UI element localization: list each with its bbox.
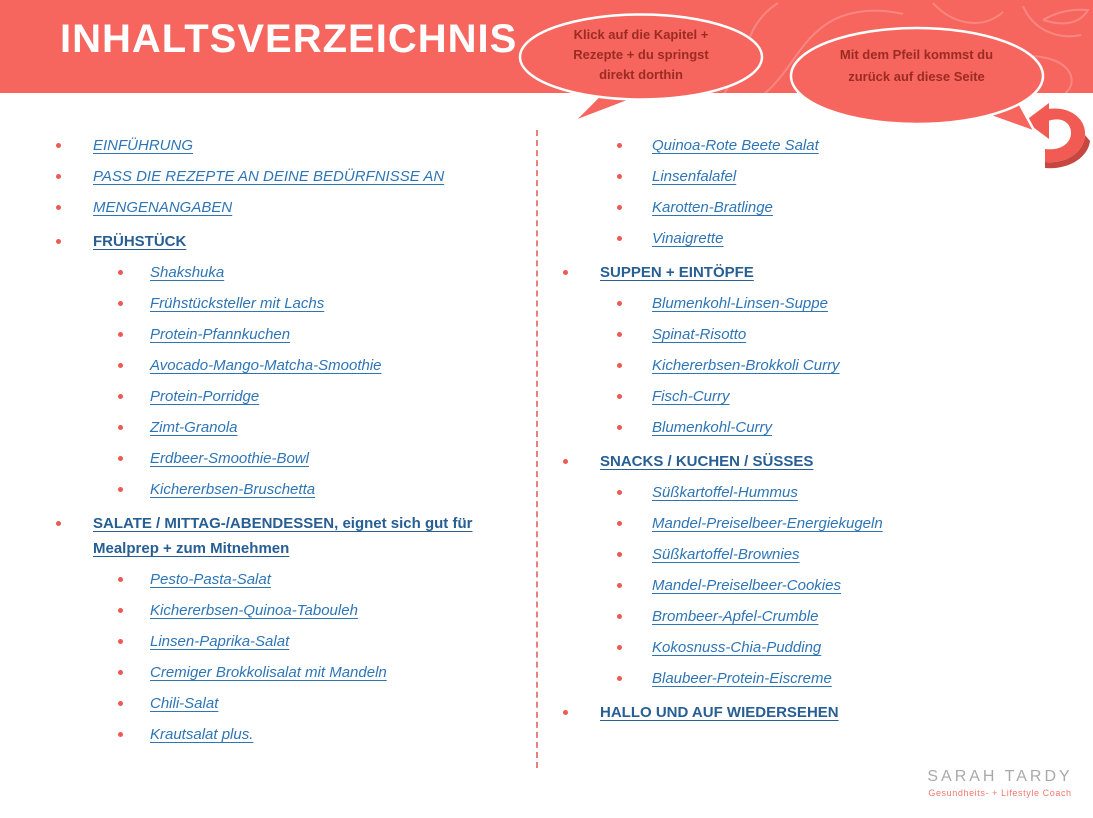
toc-item-recipe xyxy=(547,353,1077,378)
toc-item-recipe xyxy=(40,353,536,378)
toc-item-recipe xyxy=(547,164,1077,189)
toc-item-recipe xyxy=(547,635,1077,660)
bullet-icon xyxy=(56,174,61,179)
toc-item-recipe xyxy=(547,511,1077,536)
column-divider xyxy=(536,130,538,768)
toc-recipe-link[interactable]: Zimt-Granola xyxy=(150,419,238,436)
toc-item-recipe xyxy=(40,260,536,285)
bullet-icon xyxy=(617,205,622,210)
toc-recipe-link[interactable]: Krautsalat plus. xyxy=(150,726,254,743)
bullet-icon xyxy=(118,577,123,582)
brand-logo xyxy=(927,768,1073,798)
bullet-icon xyxy=(617,143,622,148)
bullet-icon xyxy=(118,332,123,337)
brand-name: SARAH TARDY xyxy=(927,768,1073,785)
toc-recipe-link[interactable]: Fisch-Curry xyxy=(652,388,730,405)
toc-recipe-link[interactable]: Frühstücksteller mit Lachs xyxy=(150,295,325,312)
speech-bubble-text: Mit dem Pfeil kommst du zurück auf diese Seite xyxy=(839,47,994,84)
bullet-icon xyxy=(118,608,123,613)
toc-column-left xyxy=(40,132,536,753)
toc-recipe-link[interactable]: Blaubeer-Protein-Eiscreme xyxy=(652,670,832,687)
bullet-icon xyxy=(118,456,123,461)
toc-column-right xyxy=(547,132,1077,731)
toc-recipe-link[interactable]: Kichererbsen-Brokkoli Curry xyxy=(652,357,840,374)
toc-section-link[interactable]: FRÜHSTÜCK xyxy=(93,233,187,250)
toc-intro-link[interactable]: MENGENANGABEN xyxy=(93,199,233,216)
toc-item-recipe xyxy=(547,573,1077,598)
toc-recipe-link[interactable]: Süßkartoffel-Brownies xyxy=(652,546,800,563)
toc-recipe-link[interactable]: Brombeer-Apfel-Crumble xyxy=(652,608,819,625)
bullet-icon xyxy=(617,174,622,179)
bullet-icon xyxy=(617,614,622,619)
toc-item-recipe xyxy=(547,604,1077,629)
bullet-icon xyxy=(118,363,123,368)
toc-recipe-link[interactable]: Karotten-Bratlinge xyxy=(652,199,773,216)
bullet-icon xyxy=(617,332,622,337)
toc-item-recipe xyxy=(40,322,536,347)
toc-recipe-link[interactable]: Kichererbsen-Bruschetta xyxy=(150,481,316,498)
bullet-icon xyxy=(563,459,568,464)
toc-item-intro xyxy=(40,164,536,189)
bullet-icon xyxy=(118,270,123,275)
toc-recipe-link[interactable]: Blumenkohl-Linsen-Suppe xyxy=(652,295,828,312)
speech-bubble-click-chapters xyxy=(505,12,780,127)
toc-recipe-link[interactable]: Protein-Porridge xyxy=(150,388,260,405)
toc-item-recipe xyxy=(40,722,536,747)
bullet-icon xyxy=(563,710,568,715)
toc-recipe-link[interactable]: Süßkartoffel-Hummus xyxy=(652,484,798,501)
toc-item-recipe xyxy=(547,666,1077,691)
bullet-icon xyxy=(118,394,123,399)
bullet-icon xyxy=(56,521,61,526)
toc-section-link[interactable]: SNACKS / KUCHEN / SÜSSES xyxy=(600,453,814,470)
toc-recipe-link[interactable]: Linsenfalafel xyxy=(652,168,737,185)
toc-item-intro xyxy=(40,133,536,158)
toc-item-recipe xyxy=(40,567,536,592)
toc-recipe-link[interactable]: Protein-Pfannkuchen xyxy=(150,326,291,343)
toc-recipe-link[interactable]: Shakshuka xyxy=(150,264,225,281)
speech-bubble-return-hint xyxy=(785,22,1060,142)
toc-item-section xyxy=(547,449,1077,474)
toc-item-recipe xyxy=(547,322,1077,347)
toc-item-recipe xyxy=(547,195,1077,220)
bullet-icon xyxy=(617,301,622,306)
toc-recipe-link[interactable]: Linsen-Paprika-Salat xyxy=(150,633,290,650)
toc-item-recipe xyxy=(547,133,1077,158)
toc-item-intro xyxy=(40,195,536,220)
toc-item-recipe xyxy=(40,446,536,471)
speech-bubble-text: Klick auf die Kapitel + Rezepte + du springst direkt dorthin xyxy=(573,27,709,82)
toc-recipe-link[interactable]: Chili-Salat xyxy=(150,695,219,712)
toc-recipe-link[interactable]: Mandel-Preiselbeer-Cookies xyxy=(652,577,841,594)
toc-item-recipe xyxy=(547,415,1077,440)
bullet-icon xyxy=(56,239,61,244)
page-title: INHALTSVERZEICHNIS xyxy=(60,17,518,61)
brand-tagline: Gesundheits- + Lifestyle Coach xyxy=(928,788,1072,798)
toc-intro-link[interactable]: PASS DIE REZEPTE AN DEINE BEDÜRFNISSE AN xyxy=(93,168,445,185)
bullet-icon xyxy=(118,701,123,706)
toc-item-recipe xyxy=(547,226,1077,251)
bullet-icon xyxy=(118,639,123,644)
bullet-icon xyxy=(118,301,123,306)
toc-item-recipe xyxy=(40,477,536,502)
toc-item-section xyxy=(40,511,536,561)
toc-item-section xyxy=(547,700,1077,725)
toc-item-recipe xyxy=(40,384,536,409)
bullet-icon xyxy=(56,143,61,148)
bullet-icon xyxy=(563,270,568,275)
toc-recipe-link[interactable]: Quinoa-Rote Beete Salat xyxy=(652,137,819,154)
bullet-icon xyxy=(118,732,123,737)
toc-section-link[interactable]: SALATE / MITTAG-/ABENDESSEN, eignet sich gut für Mealprep + zum Mitnehmen xyxy=(93,515,473,557)
bullet-icon xyxy=(617,363,622,368)
bullet-icon xyxy=(617,552,622,557)
toc-recipe-link[interactable]: Spinat-Risotto xyxy=(652,326,747,343)
toc-item-recipe xyxy=(40,629,536,654)
bullet-icon xyxy=(617,394,622,399)
bullet-icon xyxy=(617,521,622,526)
toc-item-recipe xyxy=(40,598,536,623)
toc-recipe-link[interactable]: Blumenkohl-Curry xyxy=(652,419,773,436)
toc-item-recipe xyxy=(547,542,1077,567)
toc-item-recipe xyxy=(40,691,536,716)
bullet-icon xyxy=(617,425,622,430)
bullet-icon xyxy=(617,676,622,681)
toc-item-recipe xyxy=(40,660,536,685)
toc-recipe-link[interactable]: Vinaigrette xyxy=(652,230,724,247)
bullet-icon xyxy=(617,236,622,241)
bullet-icon xyxy=(56,205,61,210)
toc-recipe-link[interactable]: Pesto-Pasta-Salat xyxy=(150,571,271,588)
bullet-icon xyxy=(617,645,622,650)
toc-item-recipe xyxy=(547,480,1077,505)
toc-item-section xyxy=(547,260,1077,285)
bullet-icon xyxy=(118,670,123,675)
toc-recipe-link[interactable]: Erdbeer-Smoothie-Bowl xyxy=(150,450,309,467)
bullet-icon xyxy=(617,490,622,495)
bullet-icon xyxy=(617,583,622,588)
bullet-icon xyxy=(118,487,123,492)
toc-recipe-link[interactable]: Avocado-Mango-Matcha-Smoothie xyxy=(150,357,382,374)
toc-item-recipe xyxy=(40,291,536,316)
toc-recipe-link[interactable]: Mandel-Preiselbeer-Energiekugeln xyxy=(652,515,883,532)
toc-section-link[interactable]: SUPPEN + EINTÖPFE xyxy=(600,264,754,281)
toc-section-link[interactable]: HALLO UND AUF WIEDERSEHEN xyxy=(600,704,839,721)
toc-item-recipe xyxy=(547,291,1077,316)
toc-recipe-link[interactable]: Cremiger Brokkolisalat mit Mandeln xyxy=(150,664,387,681)
toc-item-recipe xyxy=(547,384,1077,409)
toc-recipe-link[interactable]: Kokosnuss-Chia-Pudding xyxy=(652,639,822,656)
toc-item-section xyxy=(40,229,536,254)
bullet-icon xyxy=(118,425,123,430)
toc-intro-link[interactable]: EINFÜHRUNG xyxy=(93,137,193,154)
toc-item-recipe xyxy=(40,415,536,440)
toc-recipe-link[interactable]: Kichererbsen-Quinoa-Tabouleh xyxy=(150,602,358,619)
